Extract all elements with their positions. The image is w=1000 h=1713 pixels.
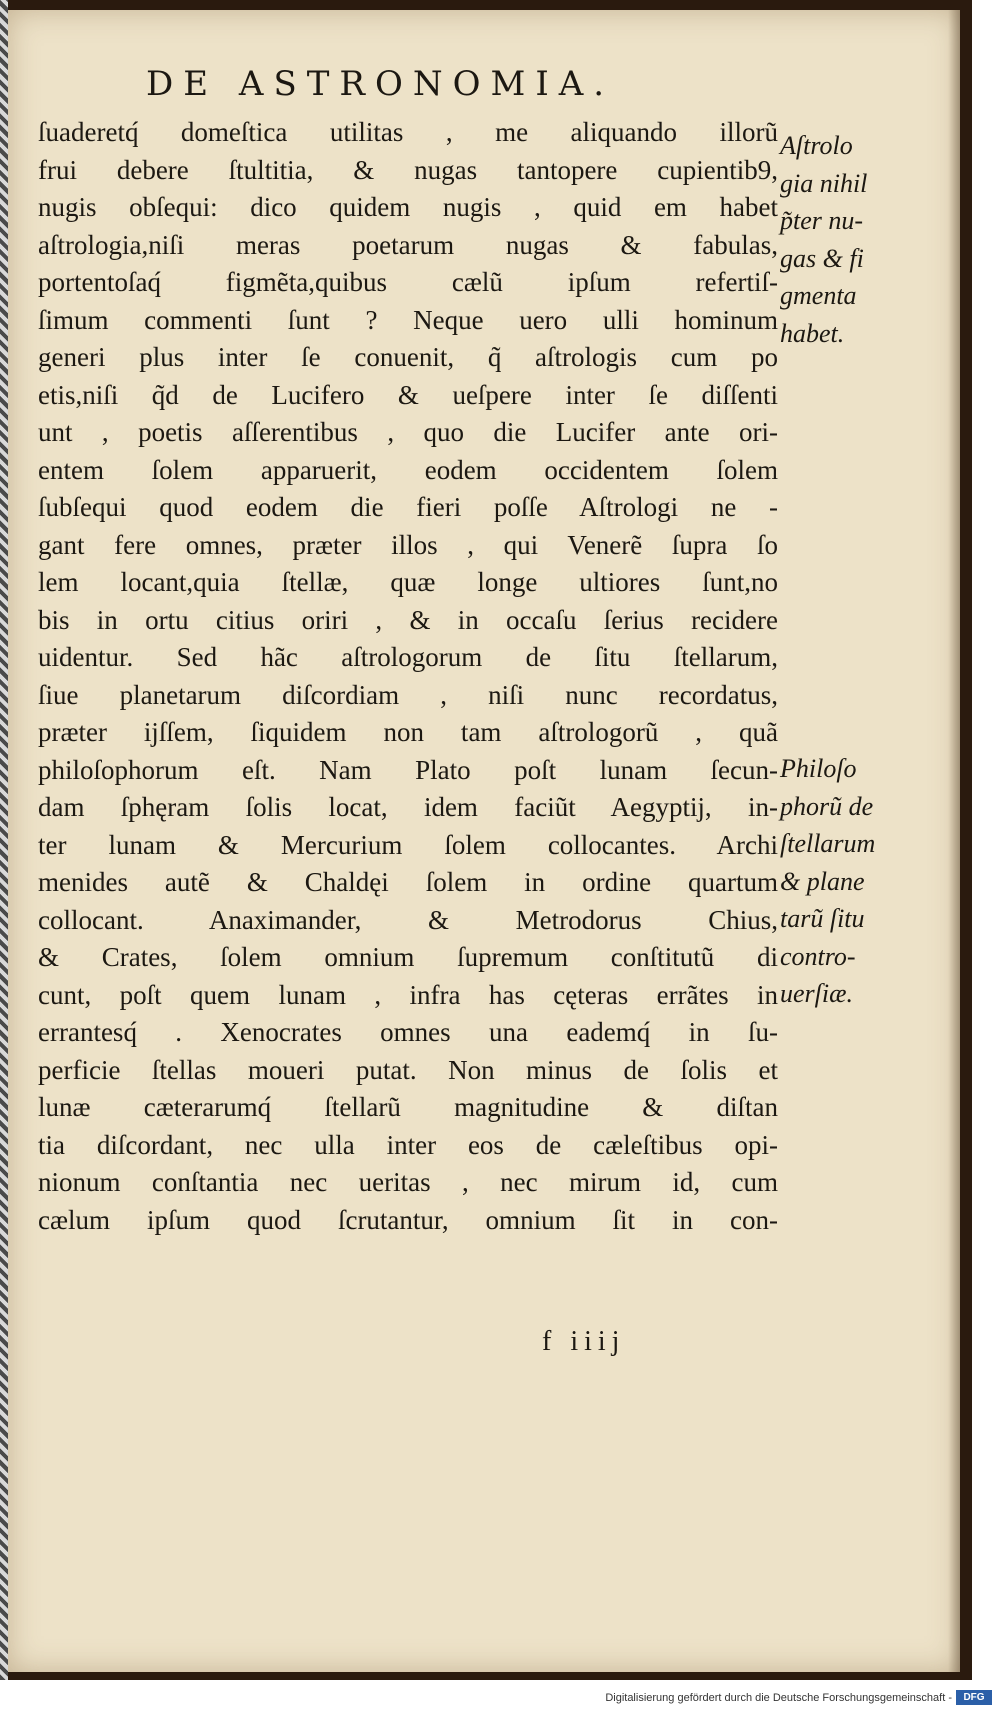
text-line: aſtrologia,niſi meras poetarum nugas & fabulas, <box>38 229 778 260</box>
text-line: menides autẽ & Chaldęi ſolem in ordine quartum <box>38 867 778 897</box>
text-line: dam ſphęram ſolis locat, idem faciũt Aegyptĳ, in- <box>38 792 778 822</box>
text-line: entem ſolem apparuerit, eodem occidentem ſolem <box>38 454 778 485</box>
footer-credit: Digitalisierung gefördert durch die Deutsche Forschungsgemeinschaft - <box>605 1692 952 1704</box>
margin-note-line: ſtellarum <box>780 829 876 858</box>
text-line: cunt, poſt quem lunam , infra has cęteras errãtes in <box>38 979 778 1010</box>
text-line: gant fere omnes, præter illos , qui Venerẽ ſupra ſo <box>38 529 778 560</box>
text-line: ſiue planetarum diſcordiam , niſi nunc recordatus, <box>38 679 778 710</box>
margin-note-line: gas & fi <box>780 243 864 273</box>
book-page <box>8 10 960 1672</box>
text-line: nionum conſtantia nec ueritas , nec mirum id, cum <box>38 1167 778 1197</box>
text-line: collocant. Anaximander, & Metrodorus Chius, <box>38 904 778 935</box>
text-line: bis in ortu citius oriri , & in occaſu ſerius recidere <box>38 604 778 635</box>
text-line: ſubſequi quod eodem die fieri poſſe Aſtrologi ne - <box>38 492 778 522</box>
main-text <box>38 114 778 1239</box>
text-line: portentoſaq́ figmẽta,quibus cælũ ipſum refertiſ- <box>38 267 778 297</box>
text-line: errantesq́ . Xenocrates omnes una eademq́ in ſu- <box>38 1017 778 1047</box>
text-line: lem locant,quia ſtellæ, quæ longe ultiores ſunt,no <box>38 567 778 597</box>
text-line: ter lunam & Mercurium ſolem collocantes. Archi <box>38 829 778 860</box>
margin-note-line: p̃ter nu- <box>780 206 864 235</box>
text-line: nugis obſequi: dico quidem nugis , quid em habet <box>38 192 778 222</box>
margin-note-line: tarũ ſitu <box>780 904 865 933</box>
text-line: cælum ipſum quod ſcrutantur, omnium ſit in con- <box>38 1204 778 1235</box>
margin-note-line: habet. <box>780 318 845 348</box>
text-line: lunæ cæterarumq́ ſtellarũ magnitudine & diſtan <box>38 1092 778 1122</box>
margin-note-line: & plane <box>780 866 865 896</box>
margin-note-line: contro- <box>780 941 856 971</box>
text-line: ſimum commenti ſunt ? Neque uero ulli hominum <box>38 304 778 335</box>
text-line: ſuaderetq́ domeſtica utilitas , me aliquando illorũ <box>38 117 778 147</box>
text-line: tia diſcordant, nec ulla inter eos de cæleſtibus opi- <box>38 1129 778 1160</box>
margin-note-line: phorũ de <box>780 791 874 821</box>
binding-spine <box>0 0 8 1680</box>
margin-note-line: gmenta <box>780 281 857 310</box>
text-line: præter ĳſſem, ſiquidem non tam aſtrologorũ , quã <box>38 717 778 747</box>
margin-note-line: Aſtrolo <box>780 131 853 160</box>
text-line: etis,niſi q̃d de Lucifero & ueſpere inter ſe diſſenti <box>38 379 778 410</box>
text-line: & Crates, ſolem omnium ſupremum conſtitutũ di <box>38 942 778 972</box>
text-line: perficie ſtellas moueri putat. Non minus de ſolis et <box>38 1054 778 1085</box>
margin-note-line: Philoſo <box>780 754 857 783</box>
margin-note-astrologia <box>780 127 930 352</box>
dfg-logo: DFG <box>956 1690 992 1705</box>
margin-note-line: gia nihil <box>780 168 868 198</box>
running-head: DE ASTRONOMIA. <box>146 64 615 104</box>
margin-note-line: uerſiæ. <box>780 979 853 1008</box>
text-line: unt , poetis aſſerentibus , quo die Lucifer ante ori- <box>38 417 778 447</box>
margin-note-philosophorum <box>780 750 930 1013</box>
text-line: philoſophorum eſt. Nam Plato poſt lunam ſecun- <box>38 754 778 785</box>
text-line: generi plus inter ſe conuenit, q̃ aſtrologis cum po <box>38 342 778 372</box>
text-line: uidentur. Sed hãc aſtrologorum de ſitu ſtellarum, <box>38 642 778 672</box>
text-line: frui debere ſtultitia, & nugas tantopere cupientib9, <box>38 154 778 185</box>
signature-mark: f iiij <box>542 1326 626 1357</box>
